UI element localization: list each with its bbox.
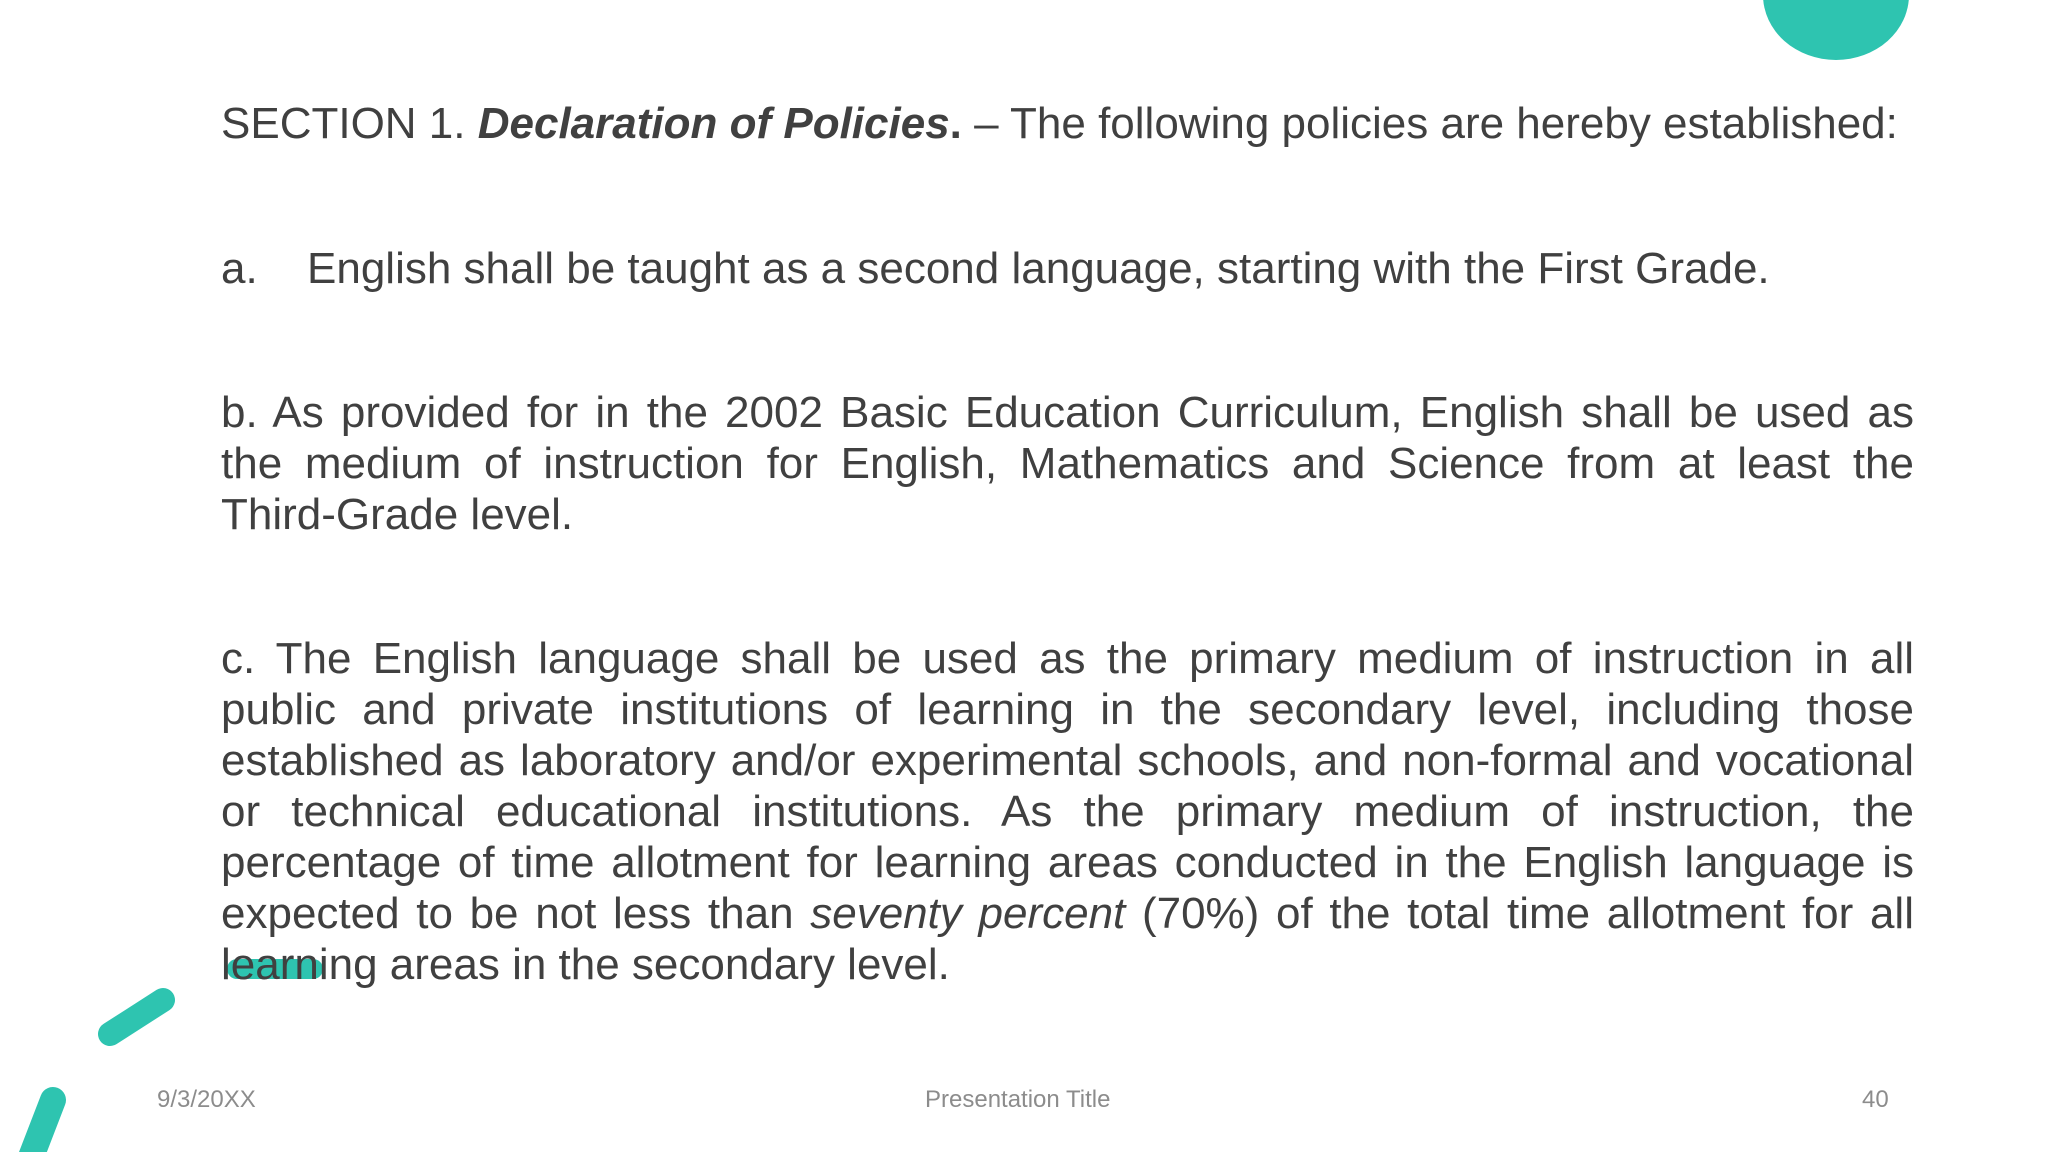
footer-date: 9/3/20XX: [157, 1086, 256, 1113]
policy-item-a-letter: a.: [221, 244, 258, 293]
policy-item-a-text: English shall be taught as a second language, starting with the First Grade.: [307, 244, 1770, 293]
footer-presentation-title: Presentation Title: [925, 1086, 1111, 1113]
decorative-stroke-corner: [26, 1100, 53, 1152]
policy-item-a: [221, 243, 1914, 294]
footer-page-number: 40: [1862, 1086, 1889, 1113]
policy-item-c-text-after: (70%) of the total time allotment for all learning areas in the secondary level.: [221, 889, 1914, 989]
policy-item-b-text: b. As provided for in the 2002 Basic Education Curriculum, English shall be used as the medium of instruction for English, Mathematics and Science from at least the Third-Grade level.: [221, 388, 1914, 539]
decorative-circle: [1763, 0, 1909, 60]
policy-item-b: [221, 387, 1914, 540]
decorative-stroke-diagonal: [110, 1000, 163, 1034]
section-heading: Declaration of Policies: [477, 99, 950, 148]
policy-item-c-emphasis: seventy percent: [810, 889, 1126, 938]
section-heading-suffix: .: [949, 99, 962, 148]
slide-body: [221, 98, 1914, 990]
section-intro-text: – The following policies are hereby established:: [961, 99, 1898, 148]
section-paragraph: [221, 98, 1914, 149]
policy-item-c: [221, 633, 1914, 990]
policy-item-c-text-before: c. The English language shall be used as the primary medium of instruction in all public and private institutions of learning in the secondary level, including those established as laboratory and/or experimental schools, and non-formal and vocational or technical educational institutions. As the primary medium of instruction, the percentage of time allotment for learning areas conducted in the English language is expected to be not less than: [221, 634, 1914, 938]
section-prefix: SECTION 1.: [221, 99, 466, 148]
